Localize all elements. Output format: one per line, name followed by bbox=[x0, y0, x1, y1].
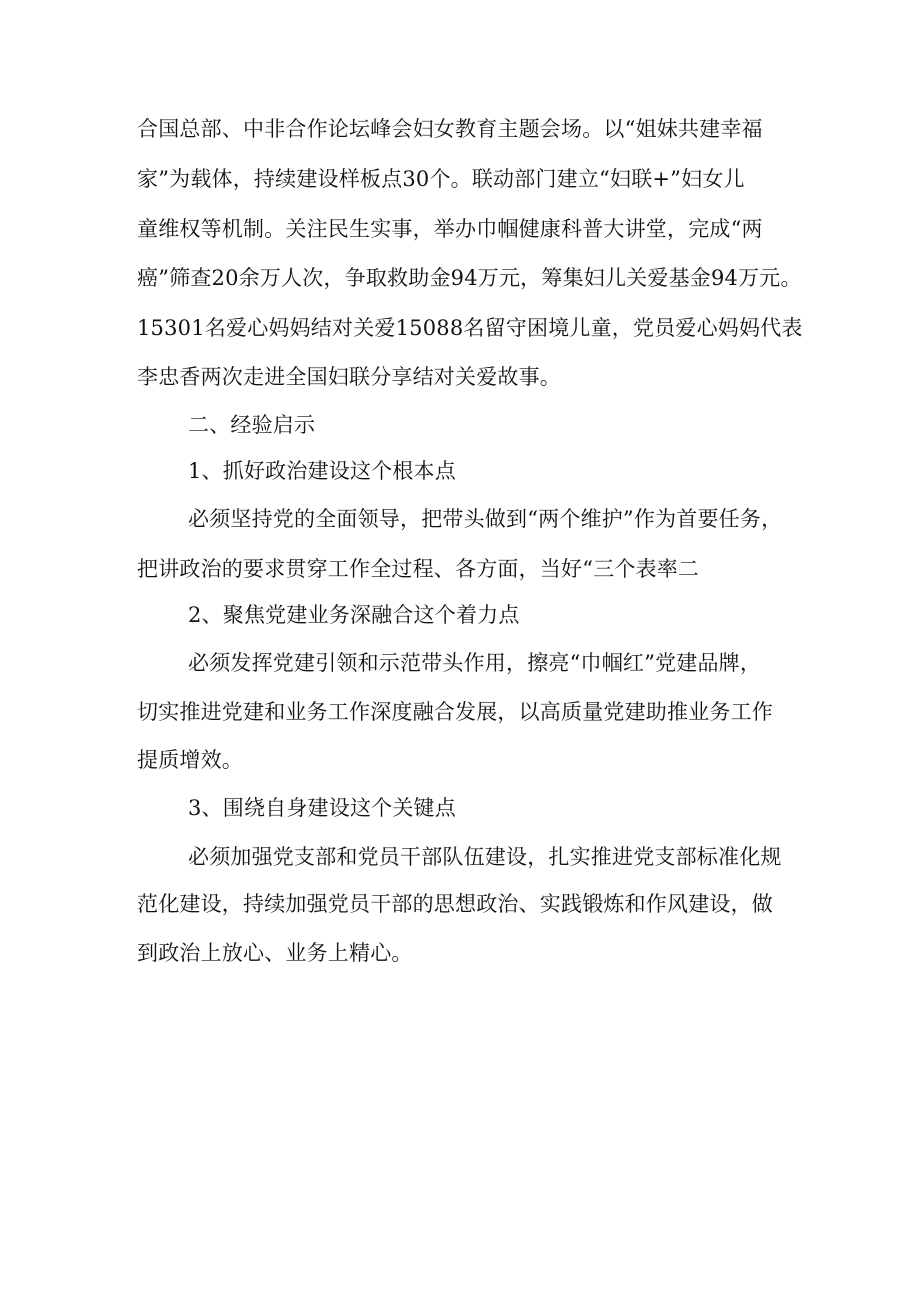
text-line: 提质增效。 bbox=[137, 748, 243, 772]
text-line: 癌”筛查20余万人次，争取救助金94万元，筹集妇儿关爱基金94万元。 bbox=[137, 266, 802, 290]
item-heading-2: 2、聚焦党建业务深融合这个着力点 bbox=[188, 603, 520, 627]
text-line: 必须发挥党建引领和示范带头作用，擦亮“巾帼红”党建品牌， bbox=[188, 651, 762, 675]
text-line: 家”为载体，持续建设样板点30个。联动部门建立“妇联+”妇女儿 bbox=[137, 167, 745, 191]
text-line: 合国总部、中非合作论坛峰会妇女教育主题会场。以“姐妹共建幸福 bbox=[137, 117, 763, 141]
section-heading: 二、经验启示 bbox=[188, 413, 316, 437]
item-heading-1: 1、抓好政治建设这个根本点 bbox=[188, 459, 456, 483]
text-line: 必须坚持党的全面领导，把带头做到“两个维护”作为首要任务， bbox=[188, 507, 783, 531]
item-heading-3: 3、围绕自身建设这个关键点 bbox=[188, 796, 456, 820]
text-line: 把讲政治的要求贯穿工作全过程、各方面，当好“三个表率二 bbox=[137, 557, 700, 581]
text-line: 必须加强党支部和党员干部队伍建设，扎实推进党支部标准化规 bbox=[188, 845, 782, 869]
text-line: 范化建设，持续加强党员干部的思想政治、实践锻炼和作风建设，做 bbox=[137, 892, 773, 916]
text-line: 童维权等机制。关注民生实事，举办巾帼健康科普大讲堂，完成“两 bbox=[137, 217, 763, 241]
text-line: 到政治上放心、业务上精心。 bbox=[137, 941, 413, 965]
text-line: 切实推进党建和业务工作深度融合发展，以高质量党建助推业务工作 bbox=[137, 700, 773, 724]
text-line: 15301名爱心妈妈结对关爱15088名留守困境儿童，党员爱心妈妈代表 bbox=[137, 316, 803, 340]
text-line: 李忠香两次走进全国妇联分享结对关爱故事。 bbox=[137, 365, 561, 389]
